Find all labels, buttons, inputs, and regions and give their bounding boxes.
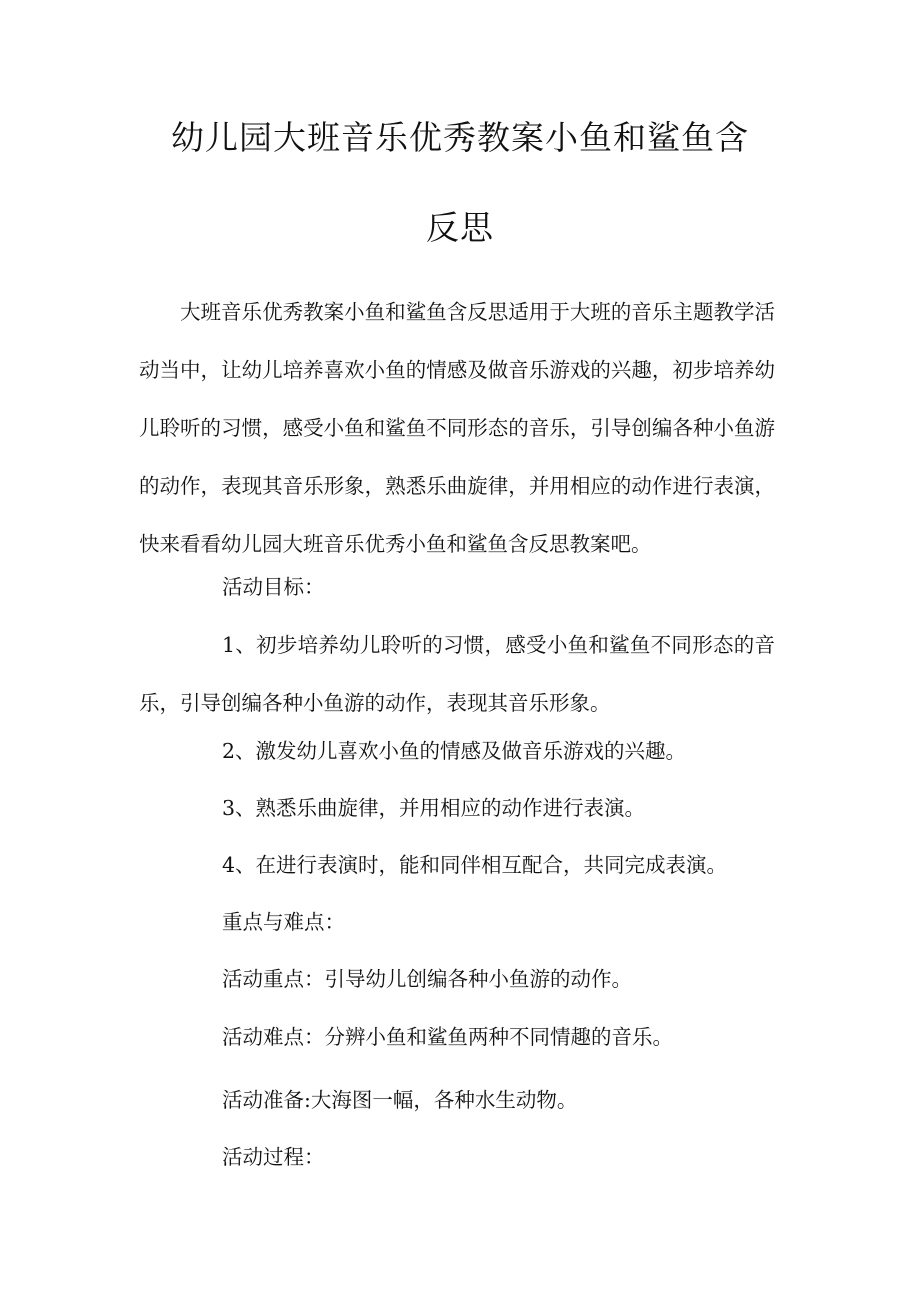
document-title-line-1: 幼儿园大班音乐优秀教案小鱼和鲨鱼含 (171, 118, 749, 157)
document-title-line-2: 反思 (426, 208, 494, 247)
objective-item-3: 3、熟悉乐曲旋律，并用相应的动作进行表演。 (222, 796, 646, 820)
process-heading: 活动过程： (222, 1145, 325, 1169)
activity-preparation: 活动准备:大海图一幅，各种水生动物。 (222, 1088, 578, 1112)
intro-paragraph: 大班音乐优秀教案小鱼和鲨鱼含反思适用于大班的音乐主题教学活动当中，让幼儿培养喜欢小鱼的情感及做音乐游戏的兴趣，初步培养幼儿聆听的习惯，感受小鱼和鲨鱼不同形态的音乐，引导创编各种小鱼游的动作，表现其音乐形象，熟悉乐曲旋律，并用相应的动作进行表演，快来看看幼儿园大班音乐优秀小鱼和鲨鱼含反思教案吧。 (139, 300, 775, 556)
difficult-point: 活动难点：分辨小鱼和鲨鱼两种不同情趣的音乐。 (222, 1025, 673, 1049)
key-point: 活动重点：引导幼儿创编各种小鱼游的动作。 (222, 967, 632, 991)
objective-item-4: 4、在进行表演时，能和同伴相互配合，共同完成表演。 (222, 853, 728, 877)
objective-item-1: 1、初步培养幼儿聆听的习惯，感受小鱼和鲨鱼不同形态的音乐，引导创编各种小鱼游的动作，表现其音乐形象。 (139, 633, 775, 715)
objective-item-2: 2、激发幼儿喜欢小鱼的情感及做音乐游戏的兴趣。 (222, 739, 687, 763)
key-points-heading: 重点与难点： (222, 910, 345, 934)
objectives-heading: 活动目标： (222, 575, 325, 599)
